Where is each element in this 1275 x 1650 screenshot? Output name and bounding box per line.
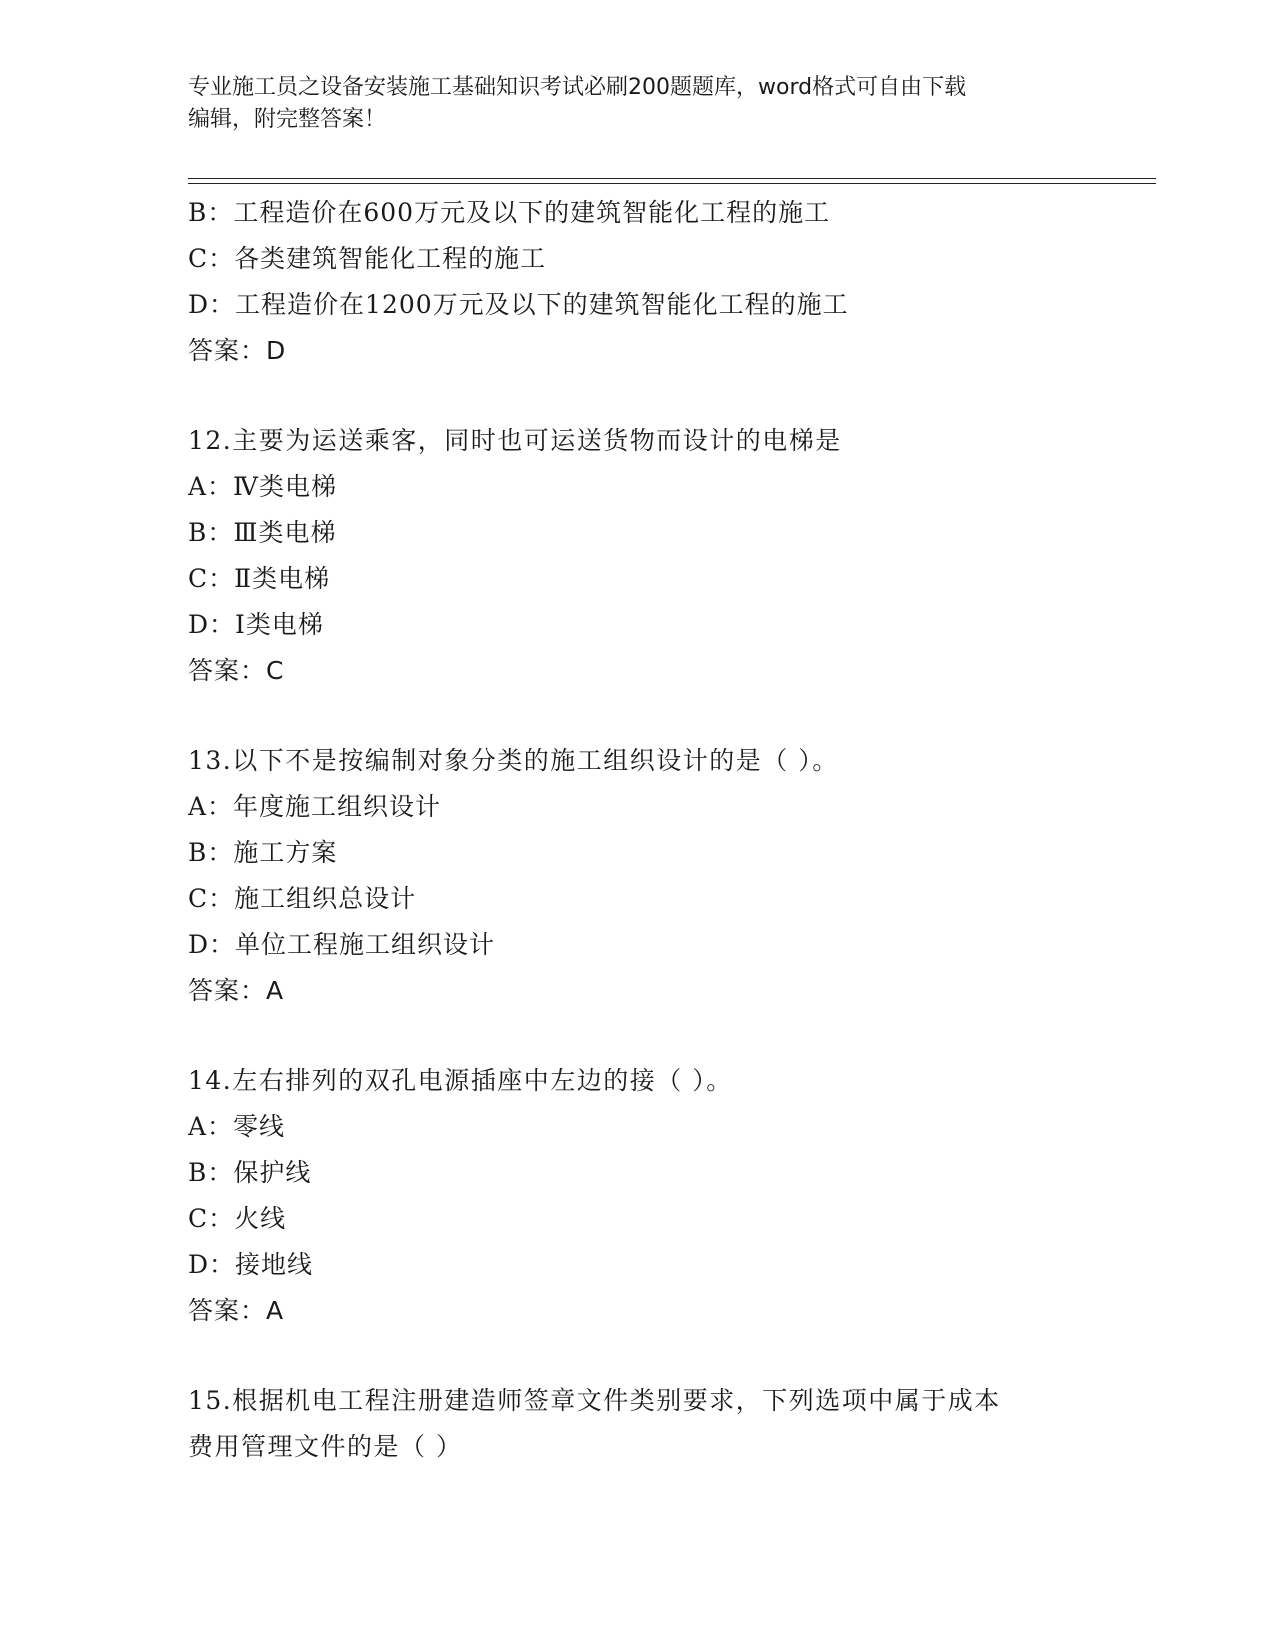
option-a: A：零线 <box>188 1112 286 1141</box>
header-title-line2: 编辑，附完整答案！ <box>188 107 387 132</box>
question-text-line2: 费用管理文件的是（ ） <box>188 1432 463 1461</box>
answer: 答案：A <box>188 976 285 1005</box>
option-b: B：保护线 <box>188 1158 312 1187</box>
question-text: 12.主要为运送乘客，同时也可运送货物而设计的电梯是 <box>188 426 842 455</box>
header-divider-bottom <box>188 183 1156 184</box>
question-block-11 <box>188 190 1088 374</box>
answer: 答案：D <box>188 336 287 365</box>
option-d: D：接地线 <box>188 1250 314 1279</box>
question-block-15 <box>188 1378 1088 1470</box>
option-c: C：施工组织总设计 <box>188 884 417 913</box>
option-c: C：Ⅱ类电梯 <box>188 564 331 593</box>
option-c: C：火线 <box>188 1204 287 1233</box>
question-block-13 <box>188 738 1088 1014</box>
option-c: C：各类建筑智能化工程的施工 <box>188 244 547 273</box>
answer: 答案：A <box>188 1296 285 1325</box>
option-b: B：Ⅲ类电梯 <box>188 518 337 547</box>
option-d: D：Ⅰ类电梯 <box>188 610 324 639</box>
option-d: D：工程造价在1200万元及以下的建筑智能化工程的施工 <box>188 290 849 319</box>
header-title-line1: 专业施工员之设备安装施工基础知识考试必刷200题题库，word格式可自由下载 <box>188 75 967 100</box>
question-text-line1: 15.根据机电工程注册建造师签章文件类别要求，下列选项中属于成本 <box>188 1386 1001 1415</box>
option-b: B：施工方案 <box>188 838 338 867</box>
header-divider-top <box>188 178 1156 179</box>
question-list <box>188 190 1088 1470</box>
option-d: D：单位工程施工组织设计 <box>188 930 496 959</box>
option-b: B：工程造价在600万元及以下的建筑智能化工程的施工 <box>188 198 831 227</box>
question-block-14 <box>188 1058 1088 1334</box>
question-text: 14.左右排列的双孔电源插座中左边的接（ ）。 <box>188 1066 733 1095</box>
option-a: A：Ⅳ类电梯 <box>188 472 338 501</box>
option-a: A：年度施工组织设计 <box>188 792 442 821</box>
answer: 答案：C <box>188 656 285 685</box>
question-block-12 <box>188 418 1088 694</box>
question-text: 13.以下不是按编制对象分类的施工组织设计的是（ ）。 <box>188 746 839 775</box>
document-header <box>188 72 1068 136</box>
